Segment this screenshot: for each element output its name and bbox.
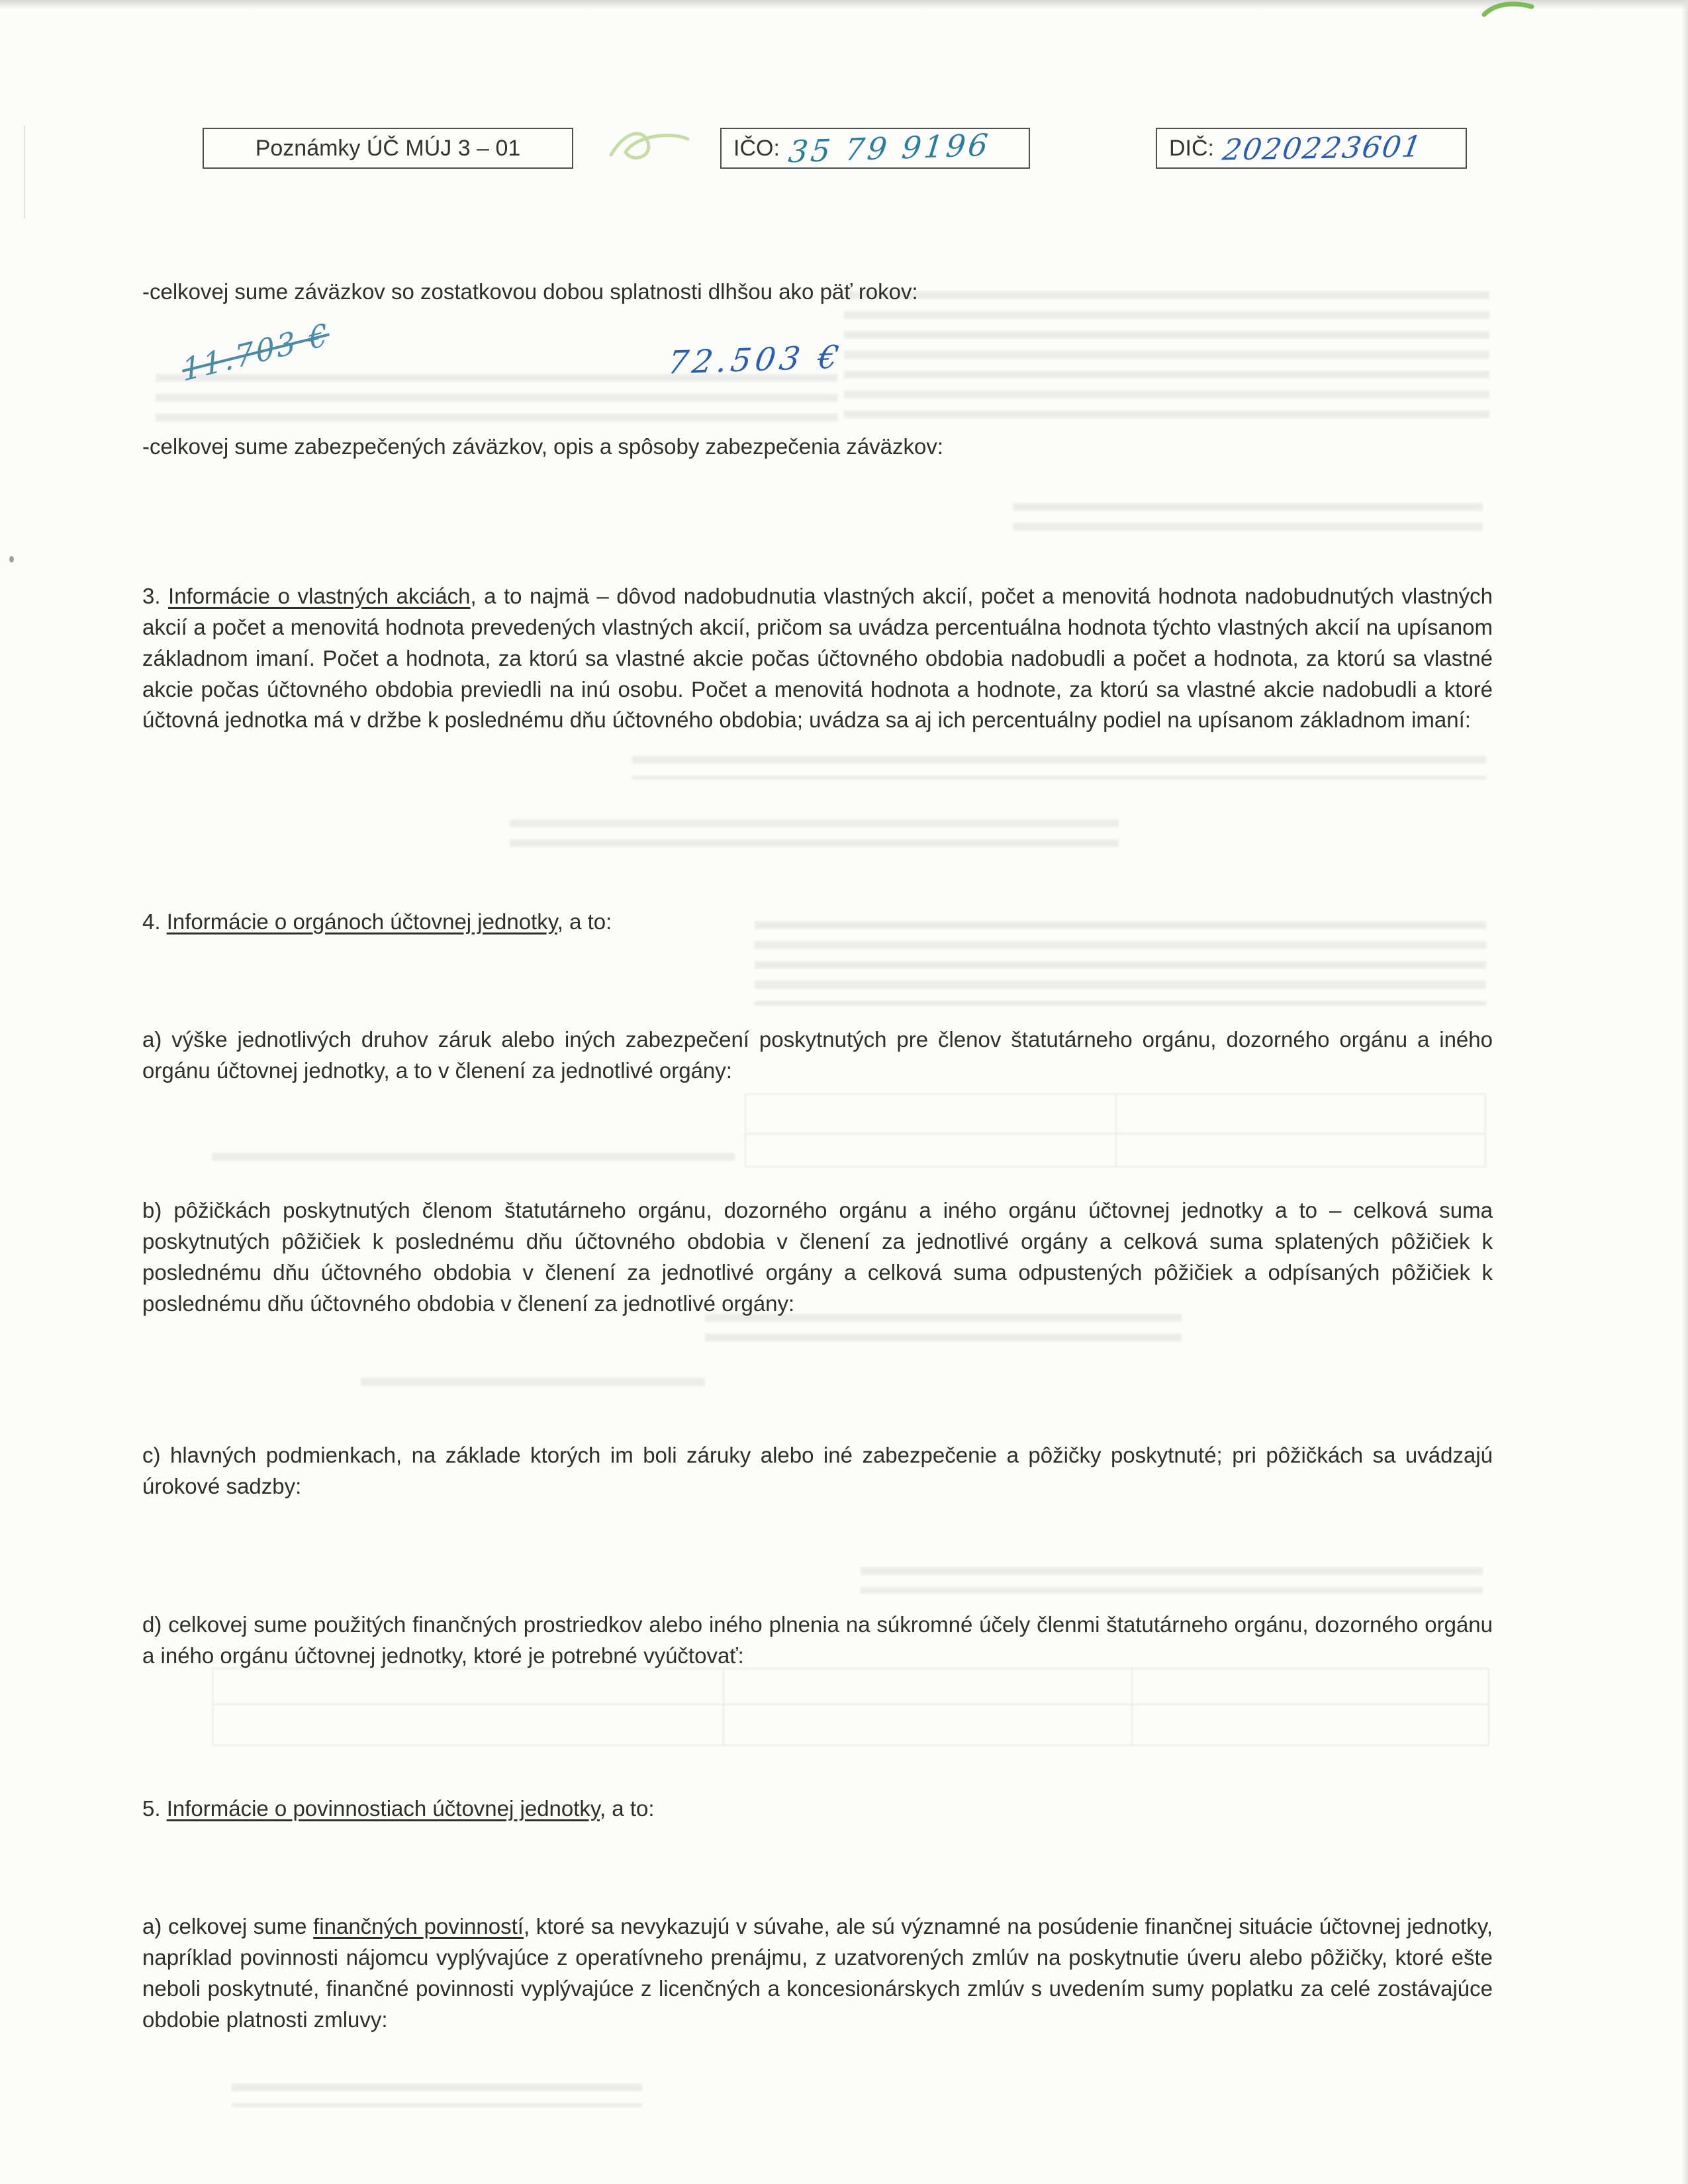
section-5-number: 5. — [142, 1796, 167, 1821]
bleed-through-artifact — [156, 374, 837, 426]
handwritten-amount: 72.503 € — [665, 338, 845, 382]
form-title-box — [203, 128, 573, 169]
section-3-number: 3. — [142, 584, 169, 608]
dic-label: DIČ: — [1169, 135, 1214, 161]
section-4-suffix: , a to: — [557, 909, 612, 934]
section-4-heading-line — [142, 907, 1493, 938]
dic-value-handwritten: 2020223601 — [1220, 129, 1425, 167]
scan-speck — [9, 556, 14, 563]
form-title: Poznámky ÚČ MÚJ 3 – 01 — [255, 135, 521, 161]
section-5-heading: Informácie o povinnostiach účtovnej jednotky — [166, 1796, 600, 1821]
section-3-text: , a to najmä – dôvod nadobudnutia vlastných akcií, počet a menovitá hodnota nadobudnutých vlastných akcií a počet a menovitá hodnota prevedených vlastných akcií, pričom sa uvádza percentuálna hodnota týchto vlastných akcií na upísanom základnom imaní. Počet a hodnota, za ktorú sa vlastné akcie počas účtovného obdobia nadobudli a počet a hodnota, za ktorú sa vlastné akcie počas účtovného obdobia previedli na inú osobu. Počet a menovitá hodnota a hodnote, za ktorú sa vlastné akcie nadobudli a ktoré účtovná jednotka má v držbe k poslednému dňu účtovného obdobia; uvádza sa aj ich percentuálny podiel na upísanom základnom imaní: — [142, 584, 1493, 733]
section-4-number: 4. — [142, 909, 167, 934]
bleed-through-artifact — [361, 1378, 705, 1396]
bleed-through-artifact — [232, 2083, 642, 2107]
dic-box — [1156, 128, 1467, 169]
item-4a: a) výške jednotlivých druhov záruk alebo iných zabezpečení poskytnutých pre členov štatutárneho orgánu, dozorného orgánu a iného orgánu účtovnej jednotky, a to v členení za jednotlivé orgány: — [142, 1027, 1493, 1083]
item-5a-text: , ktoré sa nevykazujú v súvahe, ale sú významné na posúdenie finančnej situácie účtovnej jednotky, napríklad povinnosti nájomcu vyplývajúce z operatívneho prenájmu, z uzatvorených zmlúv na poskytnutie úveru alebo pôžičky, ktoré ešte neboli poskytnuté, finančné povinnosti vyplývajúce z licenčných a koncesionárskych zmlúv s uvedením sumy poplatku za celé zostávajúce obdobie platnosti zmluvy: — [142, 1914, 1493, 2032]
bleed-through-table — [745, 1093, 1486, 1167]
handwritten-amount-crossed-out: 11.703 € — [180, 316, 332, 388]
section-4-heading: Informácie o orgánoch účtovnej jednotky — [166, 909, 557, 934]
bleed-through-artifact — [861, 1567, 1483, 1594]
bleed-through-artifact — [844, 291, 1489, 424]
item-5a-underlined-term: finančných povinností — [313, 1914, 524, 1938]
section-5-suffix: , a to: — [599, 1796, 655, 1821]
item-4c: c) hlavných podmienkach, na základe ktorých im boli záruky alebo iné zabezpečenie a pôžičky poskytnuté; pri pôžičkách sa uvádzajú úrokové sadzby: — [142, 1443, 1493, 1498]
item-5a-prefix: a) celkovej sume — [142, 1914, 314, 1938]
ico-box — [720, 128, 1030, 169]
item-4d: d) celkovej sume použitých finančných prostriedkov alebo iného plnenia na súkromné účely členmi štatutárneho orgánu, dozorného orgánu a iného orgánu účtovnej jednotky, ktoré je potrebné vyúčtovať: — [142, 1612, 1493, 1668]
bleed-through-artifact — [212, 1153, 735, 1173]
bleed-through-artifact — [1013, 503, 1483, 540]
secured-liabilities-line: -celkovej sume zabezpečených záväzkov, opis a spôsoby zabezpečenia záväzkov: — [142, 434, 944, 459]
liabilities-over-five-years-line: -celkovej sume záväzkov so zostatkovou dobou splatnosti dlhšou ako päť rokov: — [142, 279, 918, 304]
section-3-own-shares — [142, 581, 1493, 736]
item-4b: b) pôžičkách poskytnutých členom štatutárneho orgánu, dozorného orgánu a iného orgánu účtovnej jednotky a to – celková suma poskytnutých pôžičiek k poslednému dňu účtovného obdobia v členení za jednotlivé orgány a celková suma splatených pôžičiek k poslednému dňu účtovného obdobia v členení za jednotlivé orgány a celková suma odpustených pôžičiek a odpísaných pôžičiek k poslednému dňu účtovného obdobia v členení za jednotlivé orgány: — [142, 1198, 1493, 1316]
bleed-through-table — [212, 1668, 1489, 1746]
section-3-heading: Informácie o vlastných akciách — [168, 584, 471, 608]
scan-fold-line — [24, 126, 25, 218]
ico-label: IČO: — [733, 135, 780, 161]
bleed-through-artifact — [510, 819, 1119, 848]
bleed-through-artifact — [705, 1314, 1182, 1353]
section-5-heading-line — [142, 1794, 1493, 1825]
bleed-through-artifact — [632, 756, 1486, 780]
ico-value-handwritten: 35 79 9196 — [786, 126, 992, 170]
item-5a — [142, 1911, 1493, 2035]
green-pen-mark-icon — [1481, 0, 1534, 20]
green-pen-squiggle-icon — [606, 123, 692, 167]
